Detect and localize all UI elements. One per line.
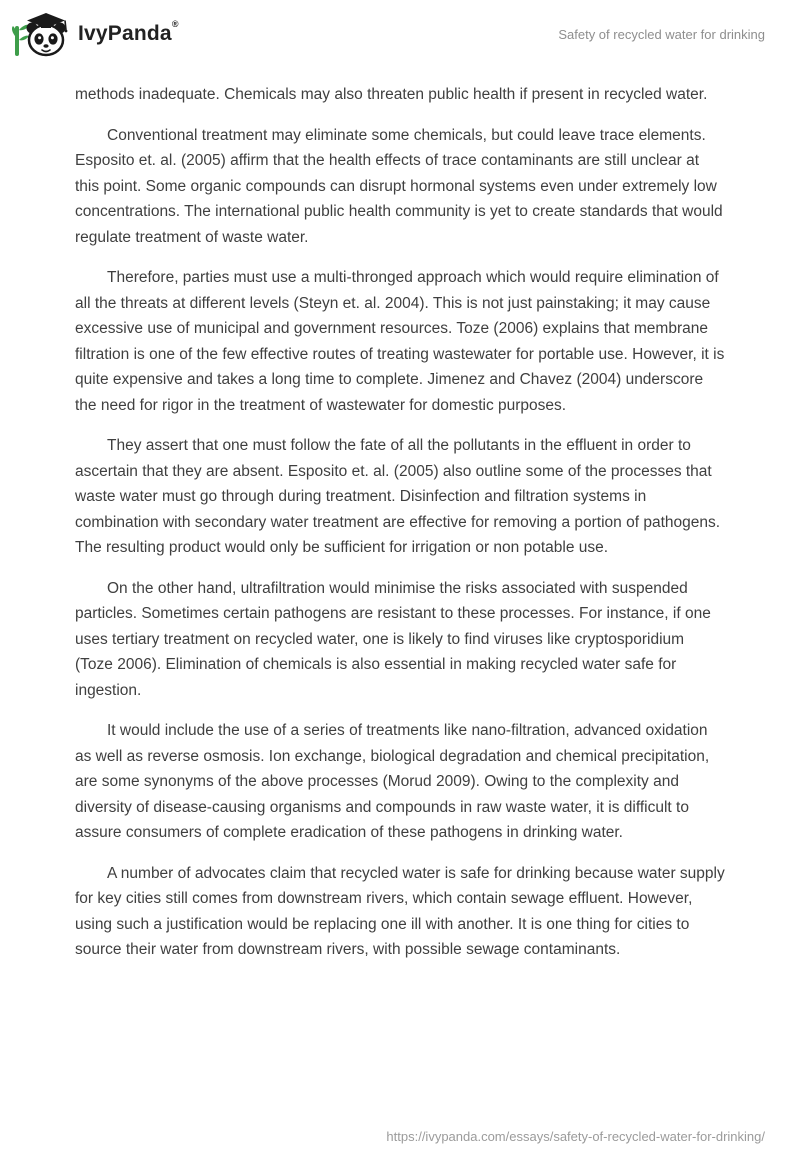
paragraph: They assert that one must follow the fate of all the pollutants in the effluent in order to ascertain that they are absent. Esposito et. al. (2005) also outline some of the processes that waste water must go through during treatment. Disinfection and filtration systems in combination with secondary water treatment are effective for removing a portion of pathogens. The resulting product would only be sufficient for irrigation or non potable use. [75,437,721,556]
paragraph: It would include the use of a series of treatments like nano-filtration, advanced oxidation as well as reverse osmosis. Ion exchange, biological degradation and chemical precipitation, are some synonyms of the above processes (Morud 2009). Owing to the complexity and diversity of disease-causing organisms and compounds in raw waste water, it is difficult to assure consumers of complete eradication of these pathogens in drinking water. [75,722,710,841]
ivypanda-panda-logo-icon [12,10,70,58]
paragraph: methods inadequate. Chemicals may also threaten public health if present in recycled water. [75,86,708,103]
brand-name: IvyPanda [78,22,172,45]
paragraph: A number of advocates claim that recycled water is safe for drinking because water supply for key cities still comes from downstream rivers, which contain sewage effluent. However, using such a justification would be replacing one ill with another. It is one thing for cities to source their water from downstream rivers, with possible sewage contaminants. [75,864,725,958]
running-header-title: Safety of recycled water for drinking [558,26,765,42]
page-header [0,0,800,68]
paragraph: Therefore, parties must use a multi-thronged approach which would require elimination of all the threats at different levels (Steyn et. al. 2004). This is not just painstaking; it may cause excessive use of municipal and government resources. Toze (2006) explains that membrane filtration is one of the few effective routes of treating wastewater for portable use. However, it is quite expensive and takes a long time to complete. Jimenez and Chavez (2004) underscore the need for rigor in the treatment of wastewater for domestic purposes. [75,269,725,414]
source-url-link[interactable]: https://ivypanda.com/essays/safety-of-recycled-water-for-drinking/ [386,1129,765,1144]
paragraph: Conventional treatment may eliminate some chemicals, but could leave trace elements. Esposito et. al. (2005) affirm that the health effects of trace contaminants are still unclear at this point. Some organic compounds can disrupt hormonal systems even under extremely low concentrations. The international public health community is yet to create standards that would regulate treatment of waste water. [75,126,723,246]
article-body [0,68,800,1128]
paragraph: On the other hand, ultrafiltration would minimise the risks associated with suspended particles. Sometimes certain pathogens are resistant to these processes. For instance, if one uses tertiary treatment on recycled water, one is likely to find viruses like cryptosporidium (Toze 2006). Elimination of chemicals is also essential in making recycled water safe for ingestion. [75,579,711,699]
brand-link[interactable] [12,10,178,58]
page-footer [0,1128,800,1160]
registered-mark: ® [171,18,179,29]
